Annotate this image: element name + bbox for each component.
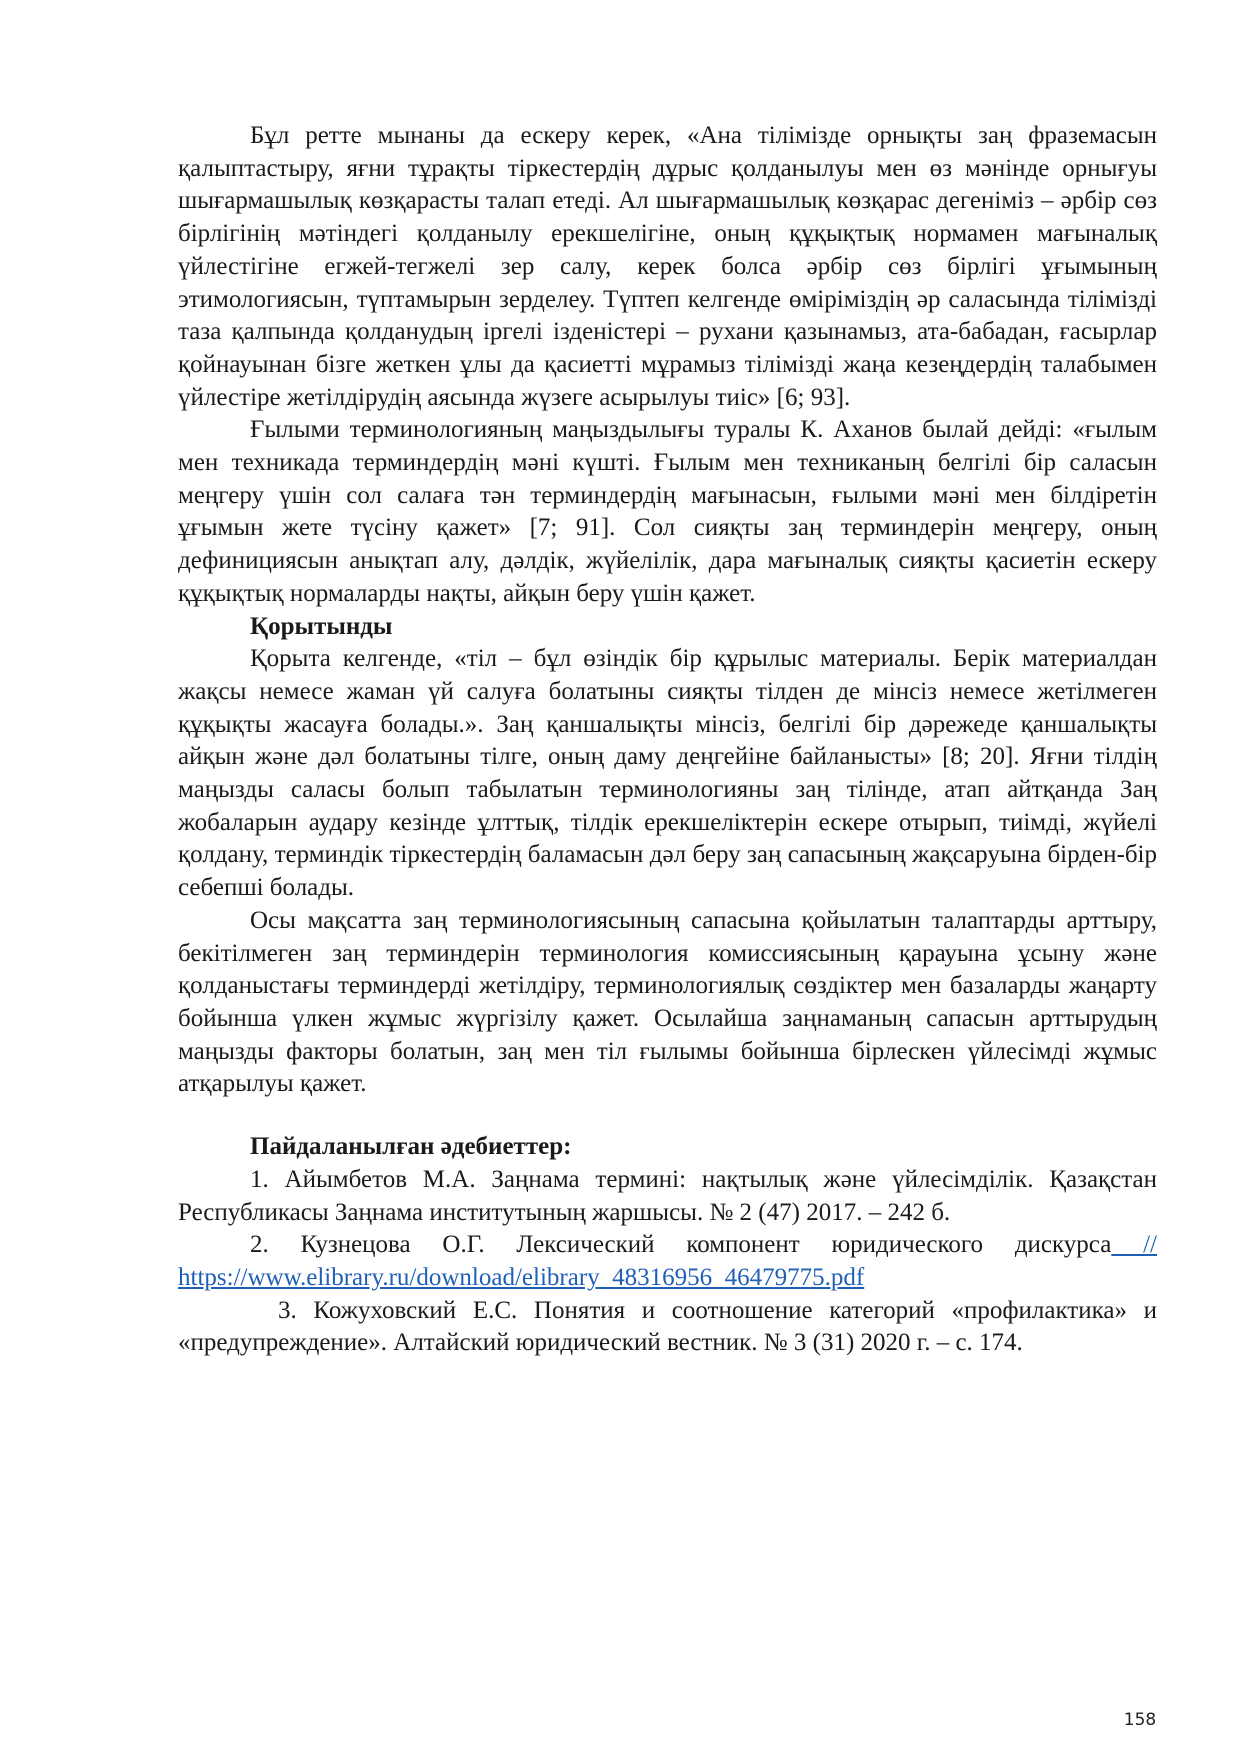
paragraph-2: Ғылыми терминологияның маңыздылығы туралы К. Аханов былай дейді: «ғылым мен техникада терминдердің мәні күшті. Ғылым мен техниканың белгілі бір саласын меңгеру үшін сол салаға тән терминдердің мағынасын, ғылыми мәні мен білдіретін ұғымын жете түсіну қажет» [7; 91]. Сол сияқты заң терминдерін меңгеру, оның дефинициясын анықтап алу, дәлдік, жүйелілік, дара мағыналық сияқты қасиетін ескеру құқықтық нормаларды нақты, айқын беру үшін қажет. [178,416,1157,607]
paragraph-4: Осы мақсатта заң терминологиясының сапасына қойылатын талаптарды арттыру, бекітілмеген заң терминдерін терминология комиссиясының қарауына ұсыну және қолданыстағы терминдерді жетілдіру, терминологиялық сөздіктер мен базаларды жаңарту бойынша үлкен жұмыс жүргізілу қажет. Осылайша заңнаманың сапасын арттырудың маңызды факторы болатын, заң мен тіл ғылымы бойынша бірлескен үйлесімді жұмыс атқарылуы қажет. [178,906,1157,1098]
reference-2-text: 2. Кузнецова О.Г. Лексический компонент юридического дискурса [250,1231,1112,1259]
reference-2 [178,1229,1157,1294]
page-content [178,120,1157,1360]
conclusion-heading: Қорытынды [250,612,393,640]
reference-1: 1. Айымбетов М.А. Заңнама термині: нақтылық және үйлесімділік. Қазақстан Республикасы Заңнама институтының жаршысы. № 2 (47) 2017. – 242 б. [178,1165,1157,1226]
section-spacer [178,1101,1157,1131]
paragraph-1: Бұл ретте мынаны да ескеру керек, «Ана тілімізде орнықты заң фраземасын қалыптастыру, яғни тұрақты тіркестердің дұрыс қолданылуы мен өз мәнінде орнығуы шығармашылық көзқарасты талап етеді. Ал шығармашылық көзқарас дегеніміз – әрбір сөз бірлігінің мәтіндегі қолданылу ерекшелігіне, оның құқықтық нормамен мағыналық үйлестігіне егжей-тегжелі зер салу, керек болса әрбір сөз бірлігі ұғымының этимологиясын, түптамырын зерделеу. Түптеп келгенде өміріміздің әр саласында тілімізді таза қалпында қолданудың іргелі ізденістері – рухани қазынамыз, ата-бабадан, ғасырлар қойнауынан бізге жеткен ұлы да қасиетті мұрамыз тілімізді жаңа кезеңдердің талабымен үйлестіре жетілдірудің аясында жүзеге асырылуы тиіс» [6; 93]. [178,122,1157,411]
reference-3: 3. Кожуховский Е.С. Понятия и соотношение категорий «профилактика» и «предупреждение». Алтайский юридический вестник. № 3 (31) 2020 г. – с. 174. [178,1296,1157,1357]
references-heading: Пайдаланылған әдебиеттер: [250,1133,572,1161]
reference-2-link[interactable]: // https://www.elibrary.ru/download/elibrary_48316956_46479775.pdf [178,1231,1157,1291]
paragraph-3: Қорыта келгенде, «тіл – бұл өзіндік бір құрылыс материалы. Берік материалдан жақсы немесе жаман үй салуға болатыны сияқты тілден де мінсіз немесе жетілмеген құқықты жасауға болады.». Заң қаншалықты мінсіз, белгілі бір дәрежеде қаншалықты айқын және дәл болатыны тілге, оның даму деңгейіне байланысты» [8; 20]. Яғни тілдің маңызды саласы болып табылатын терминологияны заң тілінде, атап айтқанда Заң жобаларын аудару кезінде ұлттық, тілдік ерекшеліктерін ескере отырып, тиімді, жүйелі қолдану, терминдік тіркестердің баламасын дәл беру заң сапасының жақсаруына бірден-бір себепші болады. [178,645,1157,902]
page-number: 158 [1123,1710,1157,1730]
